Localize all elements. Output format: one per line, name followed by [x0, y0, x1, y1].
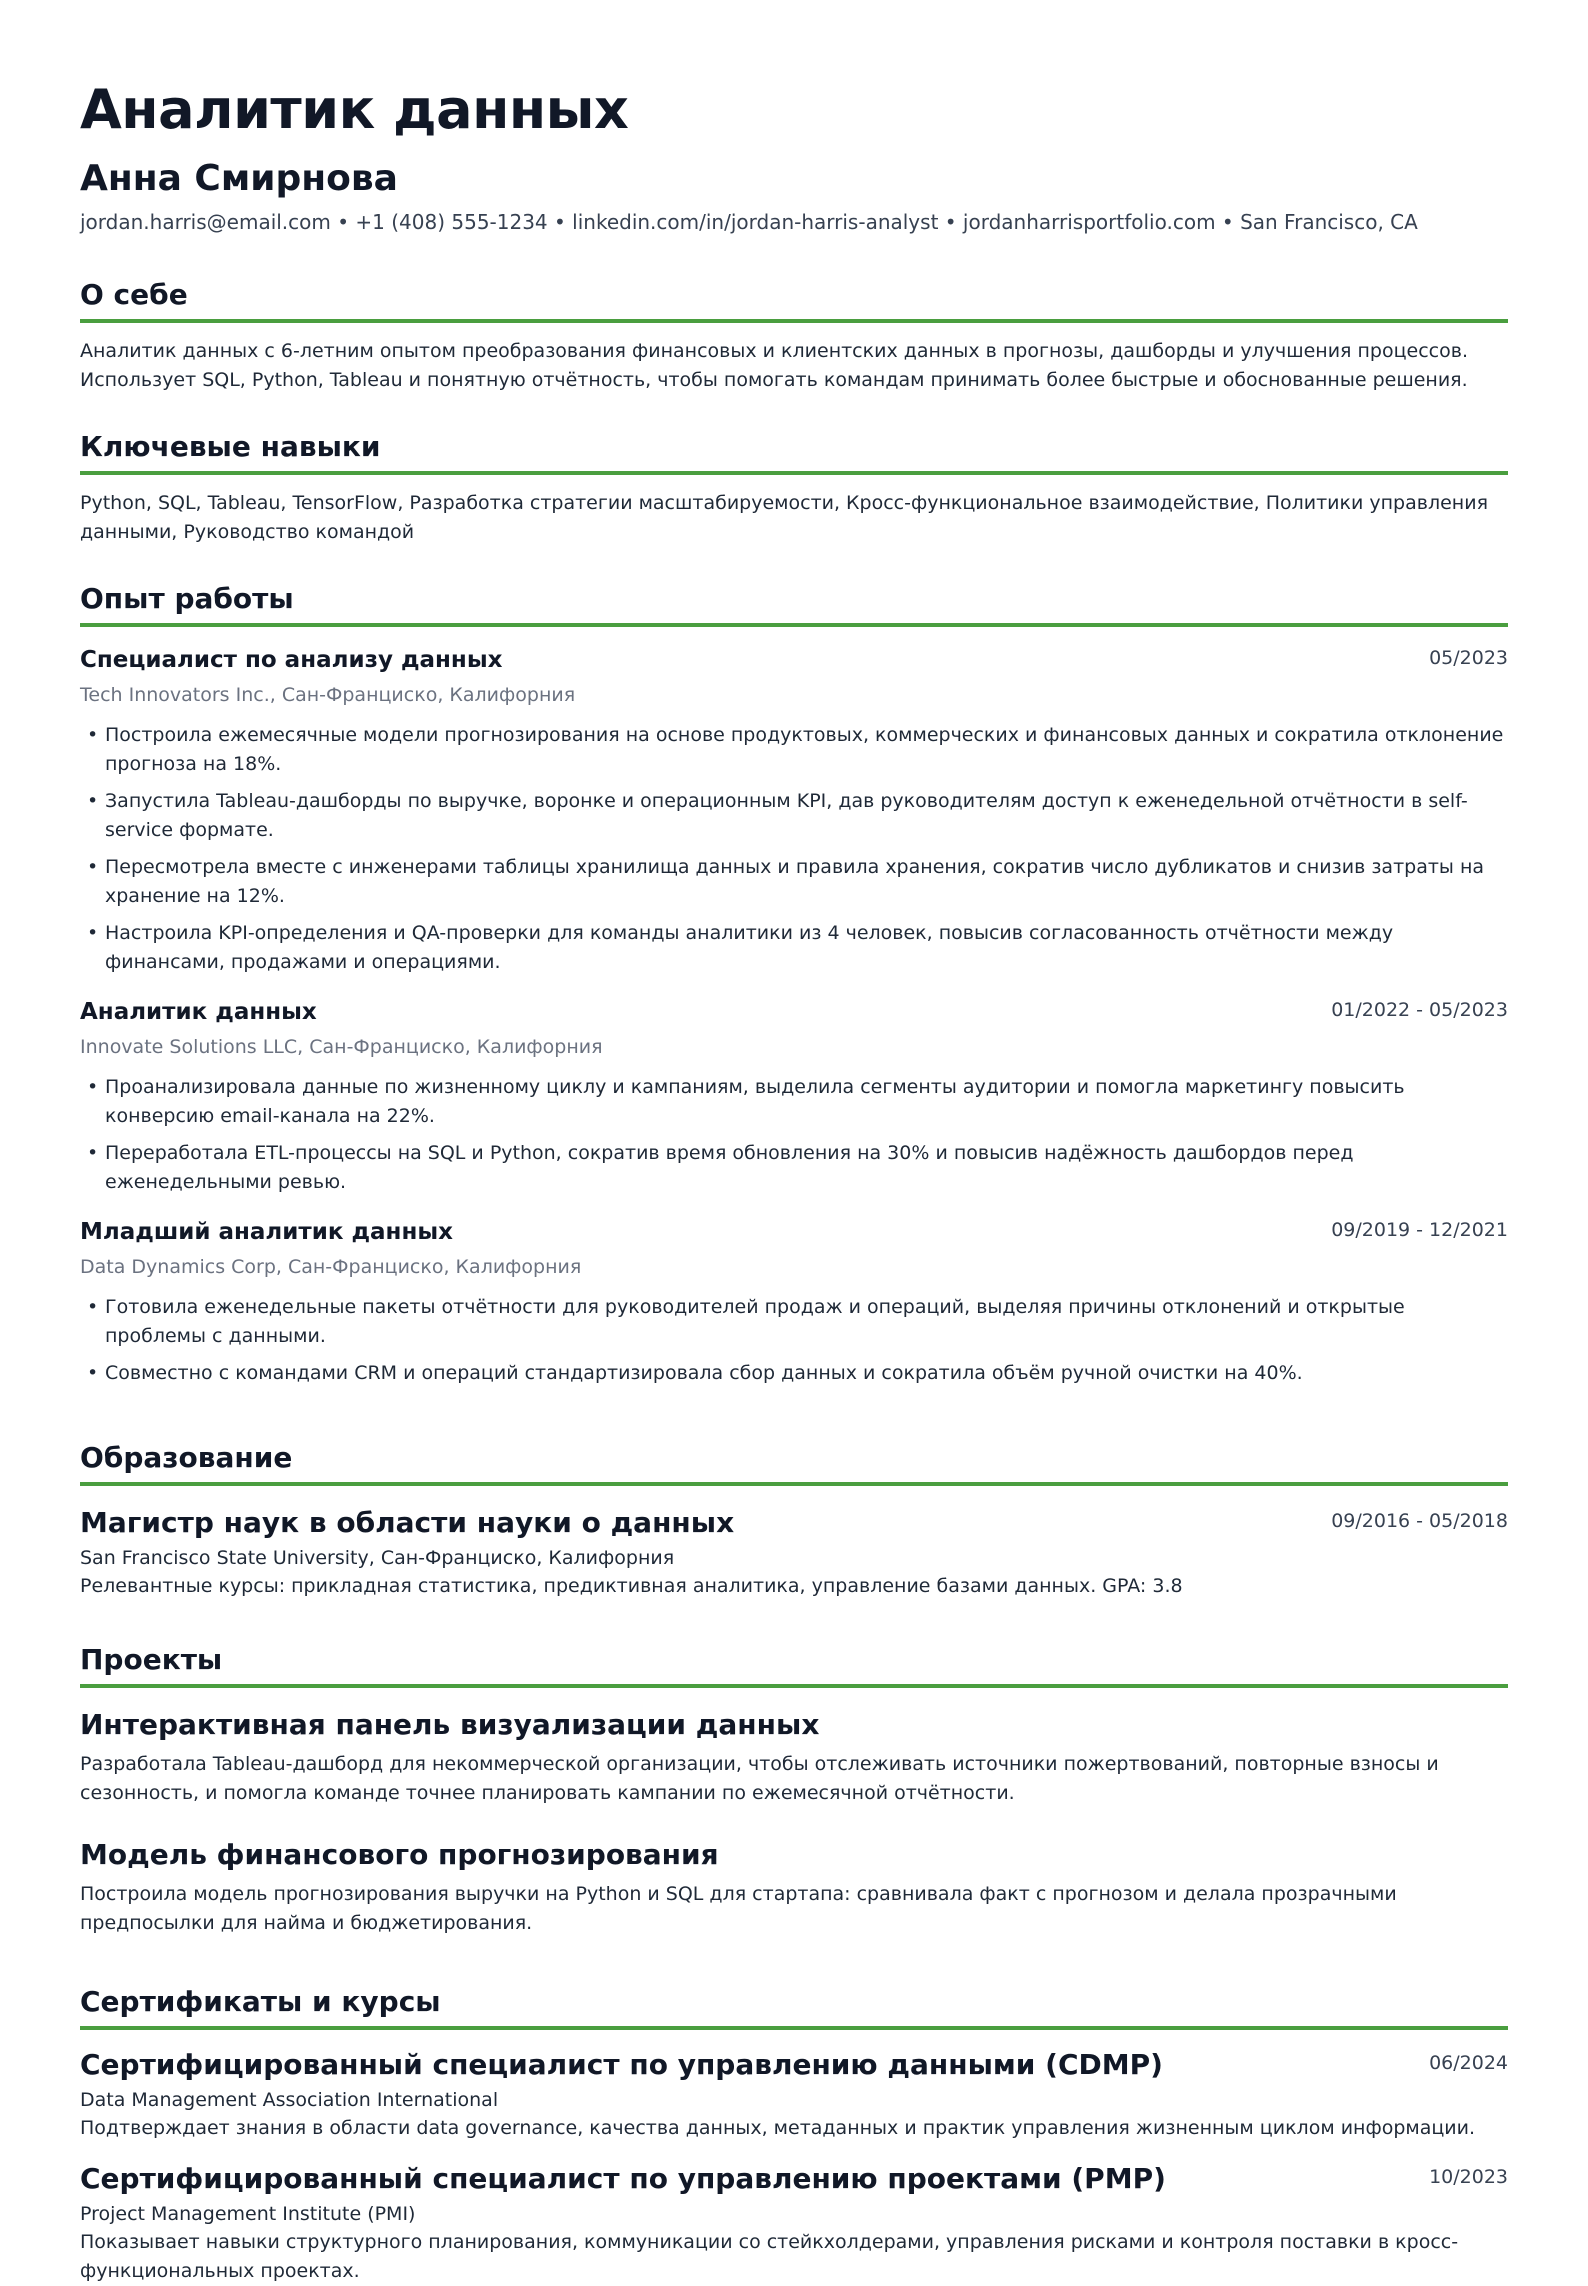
school-name: San Francisco State University, Сан-Франциско, Калифорния	[80, 1547, 675, 1569]
job-date: 09/2019 - 12/2021	[1331, 1219, 1508, 1241]
person-name: Анна Смирнова	[80, 158, 398, 199]
certification-date: 10/2023	[1429, 2166, 1508, 2188]
project-title: Интерактивная панель визуализации данных	[80, 1708, 820, 1741]
list-item: • Готовила еженедельные пакеты отчётности для руководителей продаж и операций, выделяя причины отклонений и открытые проблемы с данными.	[87, 1296, 1405, 1347]
certifications-section	[80, 1985, 1508, 2030]
projects-section	[80, 1643, 1508, 1688]
job-bullets	[80, 1073, 1508, 1197]
list-item: • Построила ежемесячные модели прогнозирования на основе продуктовых, коммерческих и финансовых данных и сократила отклонение прогноза на 18%.	[87, 724, 1504, 775]
projects-heading: Проекты	[80, 1643, 1508, 1688]
skills-section	[80, 430, 1508, 547]
job-title: Аналитик данных	[80, 78, 629, 141]
certification-issuer: Project Management Institute (PMI)	[80, 2203, 416, 2225]
job-entry	[80, 999, 1508, 1205]
job-entry	[80, 647, 1508, 985]
project-title: Модель финансового прогнозирования	[80, 1838, 719, 1871]
list-item: • Переработала ETL-процессы на SQL и Python, сократив время обновления на 30% и повысив надёжность дашбордов перед еженедельными ревью.	[87, 1142, 1354, 1193]
education-details: Релевантные курсы: прикладная статистика, предиктивная аналитика, управление базами данных. GPA: 3.8	[80, 1575, 1183, 1597]
job-bullets	[80, 1293, 1508, 1388]
skills-text: Python, SQL, Tableau, TensorFlow, Разработка стратегии масштабируемости, Кросс-функциональное взаимодействие, Политики управления данными, Руководство командой	[80, 492, 1488, 543]
certification-title: Сертифицированный специалист по управлению данными (CDMP)	[80, 2048, 1163, 2081]
job-date: 05/2023	[1429, 647, 1508, 669]
job-title-entry: Аналитик данных	[80, 999, 317, 1025]
education-heading: Образование	[80, 1441, 1508, 1486]
certification-entry	[80, 2048, 1508, 2143]
degree-title: Магистр наук в области науки о данных	[80, 1506, 735, 1539]
education-entry	[80, 1506, 1508, 1601]
job-title-entry: Младший аналитик данных	[80, 1219, 453, 1245]
experience-heading: Опыт работы	[80, 582, 1508, 627]
list-item: • Пересмотрела вместе с инженерами таблицы хранилища данных и правила хранения, сократив число дубликатов и снизив затраты на хранение на 12%.	[87, 856, 1485, 907]
job-entry	[80, 1219, 1508, 1396]
job-company: Innovate Solutions LLC, Сан-Франциско, Калифорния	[80, 1036, 603, 1058]
contact-line: jordan.harris@email.com • +1 (408) 555-1234 • linkedin.com/in/jordan-harris-analyst • jordanharrisportfolio.com • San Francisco, CA	[80, 210, 1418, 234]
certification-title: Сертифицированный специалист по управлению проектами (PMP)	[80, 2162, 1166, 2195]
certification-date: 06/2024	[1429, 2052, 1508, 2074]
certifications-heading: Сертификаты и курсы	[80, 1985, 1508, 2030]
list-item: • Запустила Tableau-дашборды по выручке, воронке и операционным KPI, дав руководителям доступ к еженедельной отчётности в self-service формате.	[87, 790, 1468, 841]
project-text: Построила модель прогнозирования выручки на Python и SQL для стартапа: сравнивала факт с прогнозом и делала прозрачными предпосылки для найма и бюджетирования.	[80, 1883, 1397, 1934]
project-entry	[80, 1708, 1508, 1808]
project-entry	[80, 1838, 1508, 1938]
job-title-entry: Специалист по анализу данных	[80, 647, 503, 673]
list-item: • Проанализировала данные по жизненному циклу и кампаниям, выделила сегменты аудитории и помогла маркетингу повысить конверсию email-канала на 22%.	[87, 1076, 1405, 1127]
summary-heading: О себе	[80, 278, 1508, 323]
education-section	[80, 1441, 1508, 1486]
certification-text: Подтверждает знания в области data governance, качества данных, метаданных и практик управления жизненным циклом информации.	[80, 2117, 1476, 2139]
job-company: Data Dynamics Corp, Сан-Франциско, Калифорния	[80, 1256, 582, 1278]
job-date: 01/2022 - 05/2023	[1331, 999, 1508, 1021]
project-text: Разработала Tableau-дашборд для некоммерческой организации, чтобы отслеживать источники пожертвований, повторные взносы и сезонность, и помогла команде точнее планировать кампании по ежемесячной отчётности.	[80, 1753, 1439, 1804]
summary-text: Аналитик данных с 6-летним опытом преобразования финансовых и клиентских данных в прогнозы, дашборды и улучшения процессов. Использует SQL, Python, Tableau и понятную отчётность, чтобы помогать командам принимать более быстрые и обоснованные решения.	[80, 340, 1468, 391]
job-bullets	[80, 721, 1508, 977]
certification-text: Показывает навыки структурного планирования, коммуникации со стейкхолдерами, управления рисками и контроля поставки в кросс-функциональных проектах.	[80, 2231, 1459, 2282]
certification-issuer: Data Management Association International	[80, 2089, 499, 2111]
skills-heading: Ключевые навыки	[80, 430, 1508, 475]
list-item: • Совместно с командами CRM и операций стандартизировала сбор данных и сократила объём ручной очистки на 40%.	[87, 1362, 1303, 1384]
job-company: Tech Innovators Inc., Сан-Франциско, Калифорния	[80, 684, 576, 706]
list-item: • Настроила KPI-определения и QA-проверки для команды аналитики из 4 человек, повысив согласованность отчётности между финансами, продажами и операциями.	[87, 922, 1394, 973]
experience-section	[80, 582, 1508, 627]
summary-section	[80, 278, 1508, 395]
certification-entry	[80, 2162, 1508, 2286]
education-date: 09/2016 - 05/2018	[1331, 1510, 1508, 1532]
